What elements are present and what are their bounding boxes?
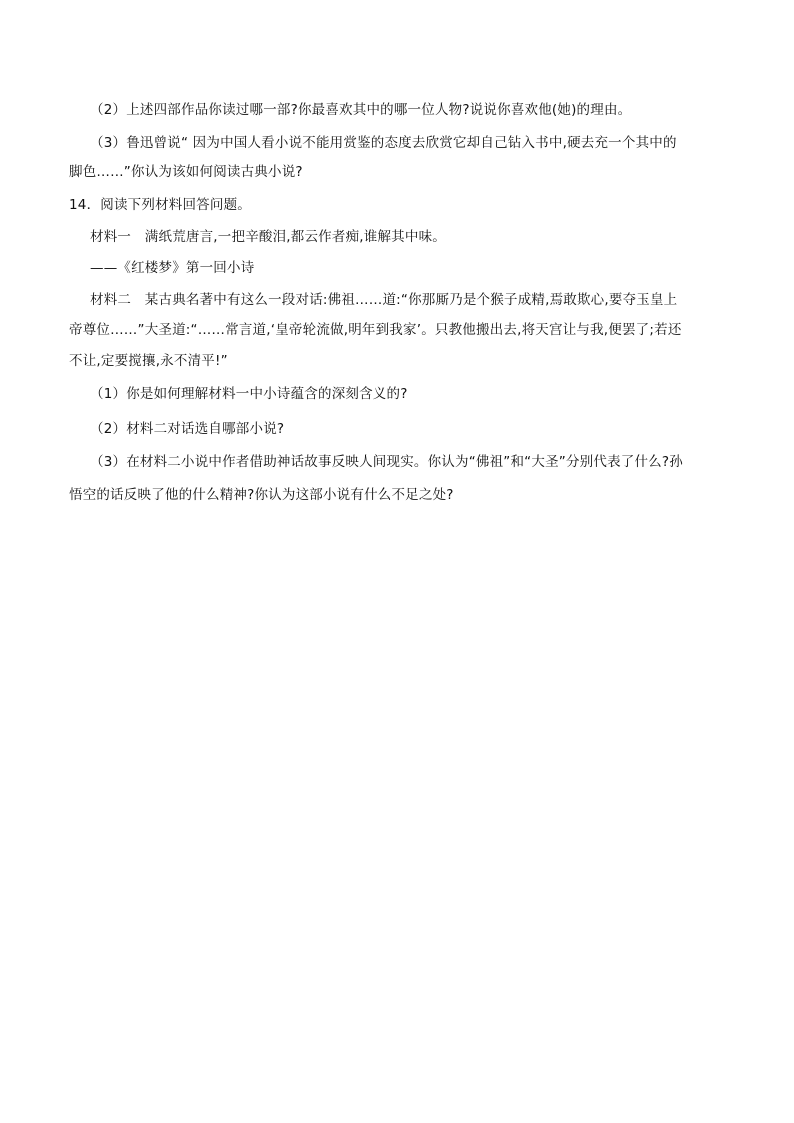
question-14-1: （1）你是如何理解材料一中小诗蕴含的深刻含义的? <box>90 386 408 402</box>
question-14-2: （2）材料二对话选自哪部小说? <box>90 421 285 437</box>
material-two: 材料二 某古典名著中有这么一段对话:佛祖……道:“你那厮乃是个猴子成精,焉敢欺心,要夺玉皇上 <box>90 292 678 308</box>
question-14-3: （3）在材料二小说中作者借助神话故事反映人间现实。你认为“佛祖”和“大圣”分别代表了什么?孙 <box>90 454 683 470</box>
material-one: 材料一 满纸荒唐言,一把辛酸泪,都云作者痴,谁解其中味。 <box>90 229 446 245</box>
material-two-continued-1: 帝尊位……”大圣道:“……常言道,‘皇帝轮流做,明年到我家’。只教他搬出去,将天宫让与我,便罢了;若还 <box>69 322 682 338</box>
question-14-heading: 14．阅读下列材料回答问题。 <box>69 197 251 213</box>
material-two-continued-2: 不让,定要搅攘,永不清平!” <box>69 353 228 369</box>
question-13-3: （3）鲁迅曾说“ 因为中国人看小说不能用赏鉴的态度去欣赏它却自己钻入书中,硬去充一个其中的 <box>90 135 677 151</box>
question-13-3-continued: 脚色……”你认为该如何阅读古典小说? <box>69 164 303 180</box>
question-14-3-continued: 悟空的话反映了他的什么精神?你认为这部小说有什么不足之处? <box>69 487 454 503</box>
question-13-2: （2）上述四部作品你读过哪一部?你最喜欢其中的哪一位人物?说说你喜欢他(她)的理由。 <box>90 102 632 118</box>
material-one-source: ——《红楼梦》第一回小诗 <box>90 260 255 276</box>
